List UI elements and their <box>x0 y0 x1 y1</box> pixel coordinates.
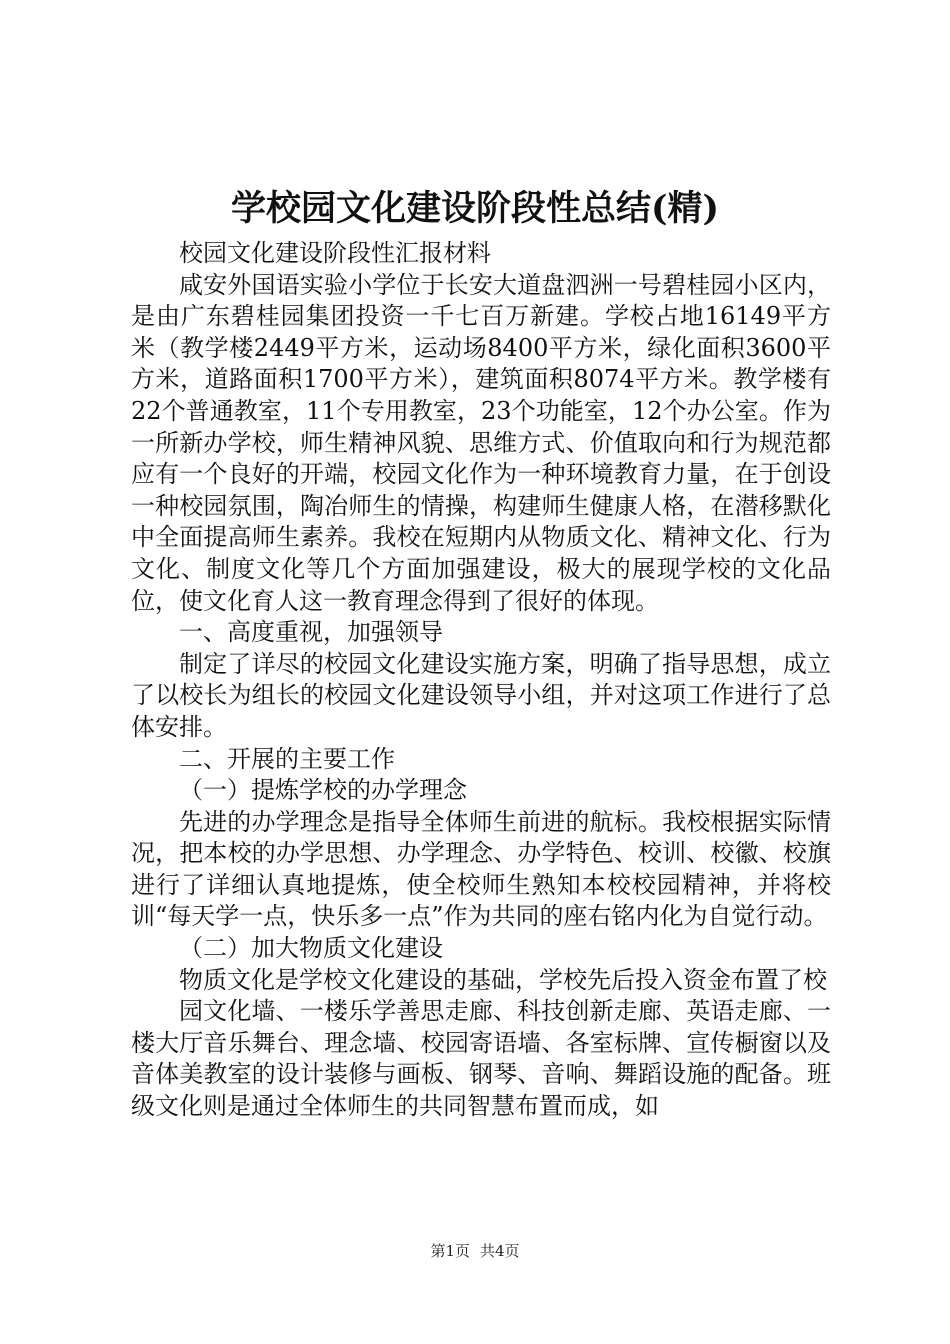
paragraph-subtitle: 校园文化建设阶段性汇报材料 <box>179 239 491 267</box>
paragraph-campus-facilities: 园文化墙、一楼乐学善思走廊、科技创新走廊、英语走廊、一楼大厅音乐舞台、理念墙、校园寄语墙、各室标牌、宣传橱窗以及音体美教室的设计装修与画板、钢琴、音响、舞蹈设施的配备。班级文化则是通过全体师生的共同智慧布置而成，如 <box>131 997 831 1121</box>
section-heading-2: 二、开展的主要工作 <box>179 744 395 773</box>
paragraph-leadership: 制定了详尽的校园文化建设实施方案，明确了指导思想，成立了以校长为组长的校园文化建设领导小组，并对这项工作进行了总体安排。 <box>131 649 831 741</box>
paragraph-school-intro: 咸安外国语实验小学位于长安大道盘泗洲一号碧桂园小区内，是由广东碧桂园集团投资一千七百万新建。学校占地16149平方米（教学楼2449平方米，运动场8400平方米，绿化面积3600平方米，道路面积1700平方米），建筑面积8074平方米。教学楼有22个普通教室，11个专用教室，23个功能室，12个办公室。作为一所新办学校，师生精神风貌、思维方式、价值取向和行为规范都应有一个良好的开端，校园文化作为一种环境教育力量，在于创设一种校园氛围，陶冶师生的情操，构建师生健康人格，在潜移默化中全面提高师生素养。我校在短期内从物质文化、精神文化、行为文化、制度文化等几个方面加强建设，极大的展现学校的文化品位，使文化育人这一教育理念得到了很好的体现。 <box>131 270 831 615</box>
document-title: 学校园文化建设阶段性总结(精) <box>230 188 720 229</box>
subsection-heading-1: （一）提炼学校的办学理念 <box>179 776 467 805</box>
paragraph-philosophy: 先进的办学理念是指导全体师生前进的航标。我校根据实际情况，把本校的办学思想、办学理念、办学特色、校训、校徽、校旗进行了详细认真地提炼，使全校师生熟知本校校园精神，并将校训“每天学一点，快乐多一点”作为共同的座右铭内化为自觉行动。 <box>131 807 831 931</box>
subsection-heading-2: （二）加大物质文化建设 <box>179 934 443 963</box>
page-number: 第1页 <box>430 1242 470 1260</box>
page-footer <box>0 1241 950 1261</box>
page-total: 共4页 <box>480 1242 520 1260</box>
section-heading-1: 一、高度重视，加强领导 <box>179 618 443 647</box>
document-body <box>131 238 831 1123</box>
paragraph-material-culture: 物质文化是学校文化建设的基础，学校先后投入资金布置了校 <box>179 965 827 994</box>
